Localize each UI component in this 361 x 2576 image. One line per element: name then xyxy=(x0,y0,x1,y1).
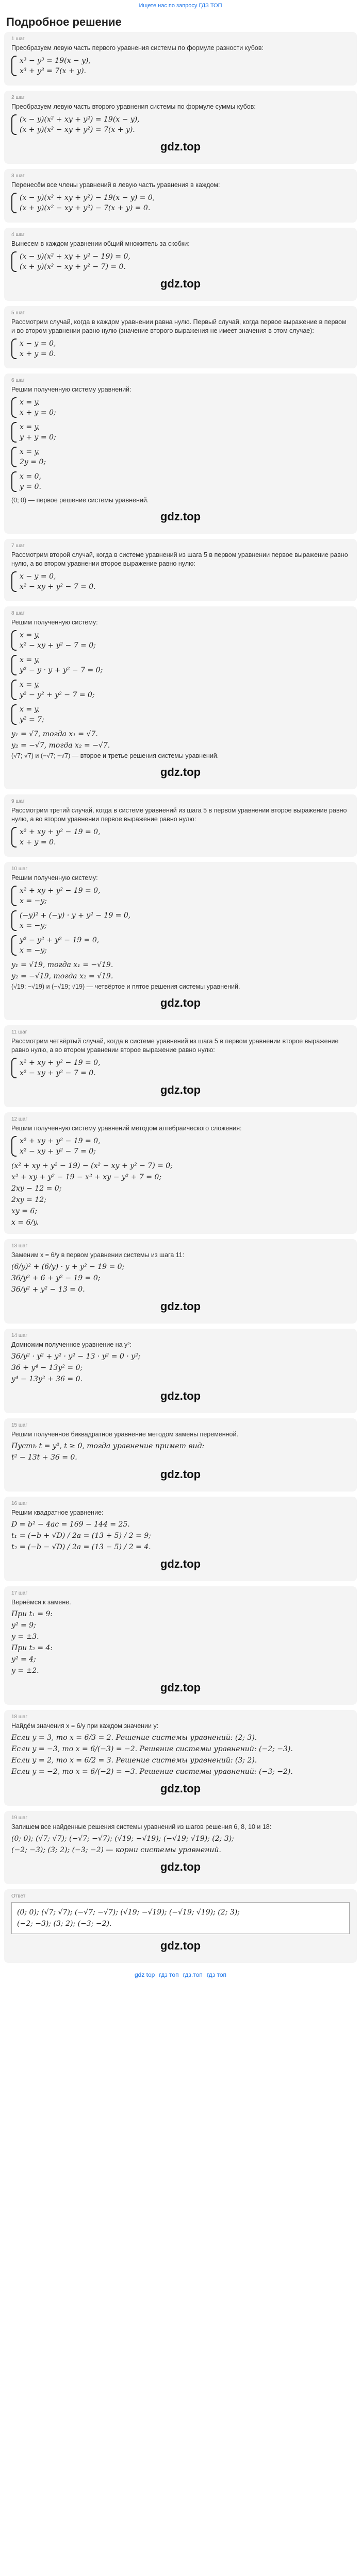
system-lines xyxy=(20,827,101,848)
equation-system xyxy=(11,827,350,848)
equation-line: Пусть t = y², t ≥ 0, тогда уравнение примет вид: xyxy=(11,1442,205,1450)
watermark-logo: gdz.top xyxy=(160,277,201,290)
step-text: Преобразуем левую часть первого уравнения системы по формуле разности кубов: xyxy=(11,44,264,52)
system-brace xyxy=(11,704,17,725)
equation-line: Если y = −3, то x = 6/(−3) = −2. Решение системы уравнений: (−2; −3). xyxy=(11,1745,293,1753)
system-equation: x² − xy + y² − 7 = 0; xyxy=(20,1147,96,1156)
solution-step xyxy=(4,1811,357,1884)
system-brace xyxy=(11,571,17,592)
solution-step xyxy=(4,862,357,1020)
step-text: Заменим x = 6/y в первом уравнении системы из шага 11: xyxy=(11,1251,185,1259)
solution-step xyxy=(4,306,357,368)
system-equation: x³ + y³ = 7(x + y). xyxy=(20,67,87,75)
system-brace xyxy=(11,193,17,213)
system-lines xyxy=(20,114,140,135)
system-equation: x = 0, xyxy=(20,472,41,481)
equation-system xyxy=(11,471,350,492)
system-equation: x + y = 0. xyxy=(20,350,56,358)
watermark-logo: gdz.top xyxy=(160,1860,201,1873)
solution-step xyxy=(4,169,357,223)
system-lines xyxy=(20,397,56,418)
answer-label: Ответ xyxy=(11,1893,26,1899)
system-equation: x² + xy + y² − 19 = 0, xyxy=(20,1059,101,1067)
step-label: 19 шаг xyxy=(11,1815,28,1821)
equation-line: t₂ = (−b − √D) / 2a = (13 − 5) / 2 = 4. xyxy=(11,1543,151,1551)
solution-step xyxy=(4,794,357,857)
system-brace xyxy=(11,114,17,135)
equation-system xyxy=(11,655,350,675)
footer-link[interactable]: gdz top xyxy=(134,1971,155,1978)
step-label: 14 шаг xyxy=(11,1333,28,1338)
watermark-logo: gdz.top xyxy=(160,1083,201,1096)
equation-system xyxy=(11,680,350,700)
step-label: 2 шаг xyxy=(11,95,25,100)
footer-links xyxy=(0,1968,361,1981)
step-text: Найдём значения x = 6/y при каждом значении y: xyxy=(11,1722,159,1730)
equation-line: (0; 0); (√7; √7); (−√7; −√7); (√19; −√19); (−√19; √19); (2; 3); xyxy=(11,1835,234,1843)
solution-steps xyxy=(0,32,361,1963)
footer-link[interactable]: гдз топ xyxy=(159,1971,179,1978)
step-label: 11 шаг xyxy=(11,1029,27,1035)
system-equation: (x − y)(x² + xy + y²) − 19(x − y) = 0, xyxy=(20,194,155,202)
equation-line: t₁ = (−b + √D) / 2a = (13 + 5) / 2 = 9; xyxy=(11,1532,151,1540)
equation-line: t² − 13t + 36 = 0. xyxy=(11,1453,77,1462)
system-equation: x + y = 0; xyxy=(20,409,56,417)
system-brace xyxy=(11,630,17,651)
step-label: 1 шаг xyxy=(11,36,25,42)
equation-line: (x² + xy + y² − 19) − (x² − xy + y² − 7) = 0; xyxy=(11,1162,173,1170)
system-equation: x² − xy + y² − 7 = 0; xyxy=(20,641,96,650)
step-label: 4 шаг xyxy=(11,232,25,238)
step-label: 5 шаг xyxy=(11,310,25,316)
solution-step xyxy=(4,32,357,86)
system-brace xyxy=(11,251,17,272)
system-lines xyxy=(20,1136,101,1157)
step-text: Домножим полученное уравнение на y²: xyxy=(11,1341,132,1348)
equation-line: 36/y² + y² − 13 = 0. xyxy=(11,1285,85,1294)
system-brace xyxy=(11,338,17,359)
system-lines xyxy=(20,1058,101,1078)
system-lines xyxy=(20,338,56,359)
step-label: 6 шаг xyxy=(11,378,25,383)
equation-system xyxy=(11,630,350,651)
system-brace xyxy=(11,397,17,418)
system-brace xyxy=(11,447,17,467)
equation-line: 36 + y⁴ − 13y² = 0; xyxy=(11,1364,83,1372)
step-text: Запишем все найденные решения системы уравнений из шагов решения 6, 8, 10 и 18: xyxy=(11,1823,272,1831)
system-equation: y = 0. xyxy=(20,483,41,491)
equation-line: 2xy − 12 = 0; xyxy=(11,1184,62,1193)
step-text: Рассмотрим третий случай, когда в системе уравнений из шага 5 в первом уравнении второе выражение равно нулю, а во втором уравнении первое выражение равно нулю: xyxy=(11,807,347,823)
system-equation: x² + xy + y² − 19 = 0, xyxy=(20,887,101,895)
step-text: Рассмотрим четвёртый случай, когда в системе уравнений из шага 5 в первом уравнении второе выражение равно нулю, а во втором уравнении второе выражение равно нулю: xyxy=(11,1038,339,1054)
equation-line: xy = 6; xyxy=(11,1207,38,1215)
system-equation: x² − xy + y² − 7 = 0. xyxy=(20,1069,96,1077)
equation-line: При t₂ = 4: xyxy=(11,1644,53,1652)
system-brace xyxy=(11,827,17,848)
system-brace xyxy=(11,471,17,492)
step-label: 8 шаг xyxy=(11,611,25,616)
equation-system xyxy=(11,251,350,272)
equation-line: При t₁ = 9: xyxy=(11,1610,53,1618)
system-brace xyxy=(11,422,17,443)
system-lines xyxy=(20,680,95,700)
equation-line: 36/y² + 6 + y² − 19 = 0; xyxy=(11,1274,101,1282)
step-text: Перенесём все члены уравнений в левую часть уравнения в каждом: xyxy=(11,181,220,189)
system-equation: x + y = 0. xyxy=(20,838,56,846)
equation-system xyxy=(11,704,350,725)
system-brace xyxy=(11,1136,17,1157)
footer-link[interactable]: гдз.топ xyxy=(183,1971,203,1978)
system-equation: (x + y)(x² − xy + y²) − 7(x + y) = 0. xyxy=(20,204,151,212)
watermark-logo: gdz.top xyxy=(160,1468,201,1481)
system-equation: (x − y)(x² + xy + y²) = 19(x − y), xyxy=(20,115,140,124)
equation-line: (6/y)² + (6/y) · y + y² − 19 = 0; xyxy=(11,1263,125,1271)
equation-system xyxy=(11,114,350,135)
step-label: 17 шаг xyxy=(11,1590,28,1596)
step-label: 13 шаг xyxy=(11,1243,28,1249)
system-lines xyxy=(20,910,130,931)
system-lines xyxy=(20,655,103,675)
step-text: Рассмотрим случай, когда в каждом уравнении равна нулю. Первый случай, когда первое выражение в первом и во втором уравнении равно нулю (значение второго выражения не имеет значения в этом случае): xyxy=(11,318,347,334)
system-equation: x = y, xyxy=(20,398,40,406)
system-equation: x² + xy + y² − 19 = 0, xyxy=(20,1137,101,1145)
system-brace xyxy=(11,886,17,906)
system-equation: x = −y; xyxy=(20,922,47,930)
answer-line: (−2; −3); (3; 2); (−3; −2). xyxy=(17,1920,112,1928)
solution-step xyxy=(4,1497,357,1581)
step-text: Решим полученное биквадратное уравнение методом замены переменной. xyxy=(11,1431,238,1438)
step-text: Рассмотрим второй случай, когда в системе уравнений из шага 5 в первом уравнении первое выражение равно нулю, а во втором уравнении второе выражение равно нулю: xyxy=(11,551,348,567)
step-text: Вынесем в каждом уравнении общий множитель за скобки: xyxy=(11,240,190,247)
equation-line: Если y = 2, то x = 6/2 = 3. Решение системы уравнений: (3; 2). xyxy=(11,1756,257,1765)
equation-line: y₁ = √19, тогда x₁ = −√19. xyxy=(11,961,113,969)
step-text: Решим полученную систему: xyxy=(11,619,98,626)
answer-block xyxy=(4,1889,357,1963)
equation-line: y₁ = √7, тогда x₁ = √7. xyxy=(11,730,98,738)
equation-line: D = b² − 4ac = 169 − 144 = 25. xyxy=(11,1520,130,1529)
system-lines xyxy=(20,571,96,592)
equation-system xyxy=(11,338,350,359)
system-lines xyxy=(20,56,91,76)
solution-step xyxy=(4,1112,357,1234)
watermark-logo: gdz.top xyxy=(160,1939,201,1952)
solution-step xyxy=(4,228,357,301)
system-equation: x = y, xyxy=(20,656,40,664)
watermark-logo: gdz.top xyxy=(160,996,201,1009)
solution-step xyxy=(4,91,357,164)
step-text: Решим полученную систему: xyxy=(11,874,98,882)
top-search-hint[interactable]: Ищете нас по запросу ГДЗ ТОП xyxy=(139,3,222,9)
watermark-logo: gdz.top xyxy=(160,140,201,153)
system-equation: x = y, xyxy=(20,448,40,456)
system-brace xyxy=(11,910,17,931)
equation-line: y² = 4; xyxy=(11,1655,36,1664)
solution-step xyxy=(4,1710,357,1806)
step-result: (0; 0) — первое решение системы уравнений. xyxy=(11,497,149,504)
equation-system xyxy=(11,886,350,906)
equation-system xyxy=(11,1136,350,1157)
system-equation: x² − xy + y² − 7 = 0. xyxy=(20,583,96,591)
step-text: Преобразуем левую часть второго уравнения системы по формуле суммы кубов: xyxy=(11,103,256,110)
equation-line: y⁴ − 13y² + 36 = 0. xyxy=(11,1375,83,1383)
equation-line: y = ±3. xyxy=(11,1633,39,1641)
system-equation: x = −y; xyxy=(20,897,47,905)
system-equation: (x + y)(x² − xy + y² − 7) = 0. xyxy=(20,263,126,271)
solution-step xyxy=(4,1239,357,1324)
system-equation: y + y = 0; xyxy=(20,433,56,442)
equation-system xyxy=(11,910,350,931)
system-equation: x³ − y³ = 19(x − y), xyxy=(20,57,91,65)
system-brace xyxy=(11,1058,17,1078)
answer-box xyxy=(11,1902,350,1934)
equation-line: y² = 9; xyxy=(11,1621,36,1630)
system-brace xyxy=(11,935,17,956)
equation-line: y = ±2. xyxy=(11,1667,39,1675)
equation-system xyxy=(11,447,350,467)
solution-step xyxy=(4,539,357,601)
equation-system xyxy=(11,571,350,592)
watermark-logo: gdz.top xyxy=(160,766,201,778)
system-equation: x = y, xyxy=(20,631,40,639)
watermark-logo: gdz.top xyxy=(160,510,201,523)
system-lines xyxy=(20,935,99,956)
system-equation: y² − y · y + y² − 7 = 0; xyxy=(20,666,103,674)
equation-line: Если y = −2, то x = 6/(−2) = −3. Решение системы уравнений: (−3; −2). xyxy=(11,1768,293,1776)
system-equation: x = y, xyxy=(20,681,40,689)
equation-line: 36/y² · y² + y² · y² − 13 · y² = 0 · y²; xyxy=(11,1352,141,1361)
step-label: 18 шаг xyxy=(11,1714,28,1720)
equation-line: y₂ = −√19, тогда x₂ = √19. xyxy=(11,972,113,980)
system-lines xyxy=(20,251,130,272)
watermark-logo: gdz.top xyxy=(160,1681,201,1694)
system-brace xyxy=(11,680,17,700)
step-label: 9 шаг xyxy=(11,799,25,804)
system-equation: x = y, xyxy=(20,423,40,431)
system-equation: (x − y)(x² + xy + y² − 19) = 0, xyxy=(20,252,130,261)
watermark-logo: gdz.top xyxy=(160,1782,201,1795)
equation-system xyxy=(11,422,350,443)
equation-system xyxy=(11,56,350,76)
equation-line: x² + xy + y² − 19 − x² + xy − y² + 7 = 0; xyxy=(11,1173,162,1181)
system-lines xyxy=(20,630,96,651)
step-label: 12 шаг xyxy=(11,1116,28,1122)
watermark-logo: gdz.top xyxy=(160,1389,201,1402)
system-equation: (x + y)(x² − xy + y²) = 7(x + y). xyxy=(20,126,135,134)
step-text: Вернёмся к замене. xyxy=(11,1599,71,1606)
watermark-logo: gdz.top xyxy=(160,1300,201,1313)
step-result: (√19; −√19) и (−√19; √19) — четвёртое и пятое решения системы уравнений. xyxy=(11,983,240,990)
solution-step xyxy=(4,374,357,534)
system-lines xyxy=(20,704,44,725)
solution-step xyxy=(4,1329,357,1413)
watermark-logo: gdz.top xyxy=(160,1557,201,1570)
equation-line: 2xy = 12; xyxy=(11,1196,46,1204)
solution-step xyxy=(4,1418,357,1492)
equation-system xyxy=(11,397,350,418)
step-text: Решим полученную систему уравнений: xyxy=(11,386,132,393)
solution-step xyxy=(4,1025,357,1107)
solution-step xyxy=(4,1586,357,1705)
equation-line: x = 6/y. xyxy=(11,1218,39,1227)
equation-line: y₂ = −√7, тогда x₂ = −√7. xyxy=(11,741,110,750)
system-equation: x − y = 0, xyxy=(20,572,56,581)
system-equation: y² − y² + y² − 19 = 0, xyxy=(20,936,100,944)
system-lines xyxy=(20,886,101,906)
equation-line: (−2; −3); (3; 2); (−3; −2) — корни системы уравнений. xyxy=(11,1846,221,1854)
equation-system xyxy=(11,935,350,956)
equation-system xyxy=(11,193,350,213)
step-text: Решим полученную систему уравнений методом алгебраического сложения: xyxy=(11,1125,242,1132)
system-equation: x − y = 0, xyxy=(20,340,56,348)
step-label: 16 шаг xyxy=(11,1501,28,1506)
system-equation: (−y)² + (−y) · y + y² − 19 = 0, xyxy=(20,911,131,920)
step-result: (√7; √7) и (−√7; −√7) — второе и третье решения системы уравнений. xyxy=(11,752,219,759)
step-label: 15 шаг xyxy=(11,1422,28,1428)
answer-line: (0; 0); (√7; √7); (−√7; −√7); (√19; −√19); (−√19; √19); (2; 3); xyxy=(17,1908,240,1917)
solution-step xyxy=(4,606,357,789)
system-brace xyxy=(11,655,17,675)
system-equation: y² − y² + y² − 7 = 0; xyxy=(20,691,95,699)
step-label: 3 шаг xyxy=(11,173,25,179)
equation-system xyxy=(11,1058,350,1078)
page-title: Подробное решение xyxy=(6,15,122,28)
footer-link[interactable]: гдз топ xyxy=(206,1971,227,1978)
system-lines xyxy=(20,447,46,467)
system-equation: x = y, xyxy=(20,705,40,714)
system-brace xyxy=(11,56,17,76)
system-lines xyxy=(20,193,155,213)
step-label: 7 шаг xyxy=(11,543,25,549)
system-equation: x = −y; xyxy=(20,946,47,955)
system-lines xyxy=(20,422,56,443)
step-label: 10 шаг xyxy=(11,866,28,872)
system-equation: 2y = 0; xyxy=(20,458,46,466)
equation-line: Если y = 3, то x = 6/3 = 2. Решение системы уравнений: (2; 3). xyxy=(11,1734,257,1742)
step-text: Решим квадратное уравнение: xyxy=(11,1509,104,1516)
system-equation: x² + xy + y² − 19 = 0, xyxy=(20,828,101,836)
system-equation: y² = 7; xyxy=(20,716,44,724)
system-lines xyxy=(20,471,41,492)
